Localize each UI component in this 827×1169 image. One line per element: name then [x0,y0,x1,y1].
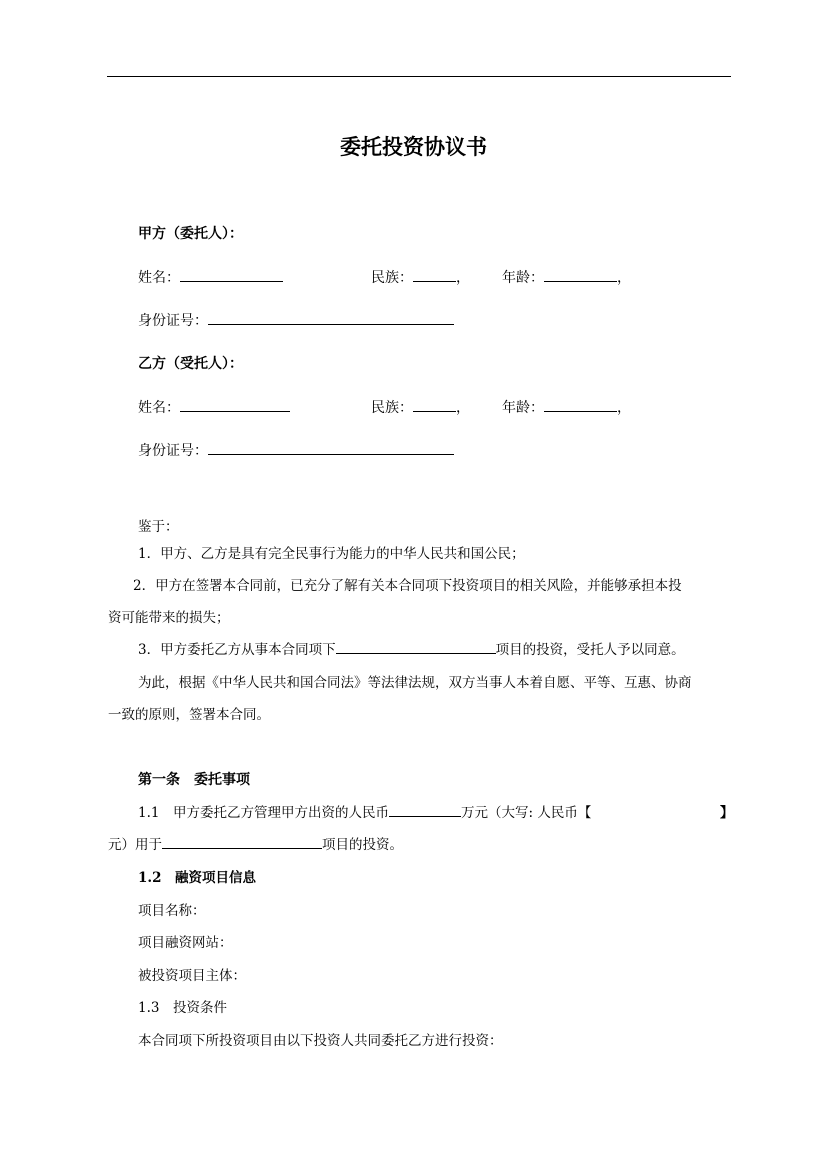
clause-1-2-heading: 1.2 融资项目信息 [138,870,256,886]
amount-blank[interactable] [389,802,461,817]
clause-1-1-mid: 万元（大写: 人民币【 [460,805,592,821]
party-a-name-blank[interactable] [180,267,283,282]
project-name-label: 项目名称： [138,903,206,919]
whereas-item-3-prefix: 3．甲方委托乙方从事本合同项下 [138,642,336,658]
party-a-age-label: 年龄： [502,270,544,286]
header-rule [107,76,731,77]
party-b-heading: 乙方（受托人）： [138,356,243,372]
comma: ， [456,400,470,416]
party-a-ethnicity-label: 民族： [371,270,413,286]
party-a-age-line [502,267,631,287]
project-site-label: 项目融资网站： [138,935,233,951]
party-b-id-label: 身份证号： [138,443,208,459]
party-a-id-blank[interactable] [208,310,454,325]
whereas-item-3-suffix: 项目的投资，受托人予以同意。 [495,642,685,658]
clause-1-1-prefix: 1.1 甲方委托乙方管理甲方出资的人民币 [138,805,389,821]
basis-line-2: 一致的原则，签署本合同。 [108,707,270,723]
comma: ， [617,400,631,416]
party-a-id-label: 身份证号： [138,313,208,329]
whereas-label: 鉴于： [138,519,179,535]
document-title: 委托投资协议书 [340,135,487,159]
clause-1-1-line-2-prefix: 元）用于 [108,837,162,853]
party-b-id-blank[interactable] [208,440,454,455]
clause-1-1-line-2-suffix: 项目的投资。 [322,837,403,853]
party-b-name-line [138,397,290,417]
party-b-ethnicity-blank[interactable] [413,397,456,412]
whereas-item-2-line-1: 2．甲方在签署本合同前，已充分了解有关本合同项下投资项目的相关风险，并能够承担本投 [133,578,682,594]
article-1-heading: 第一条 委托事项 [138,772,250,788]
project-name-blank[interactable] [336,639,496,654]
clause-1-1-line-2 [108,833,403,853]
investment-project-blank[interactable] [162,834,322,849]
party-a-name-label: 姓名： [138,270,180,286]
party-b-name-label: 姓名： [138,400,180,416]
clause-1-3-text: 本合同项下所投资项目由以下投资人共同委托乙方进行投资： [138,1033,503,1049]
whereas-item-1: 1．甲方、乙方是具有完全民事行为能力的中华人民共和国公民； [138,546,525,562]
clause-1-1-line-1 [138,801,591,821]
party-b-ethnicity-label: 民族： [371,400,413,416]
party-a-ethnicity-blank[interactable] [413,267,456,282]
comma: ， [617,270,631,286]
party-b-name-blank[interactable] [180,397,290,412]
party-b-age-blank[interactable] [544,397,617,412]
party-b-ethnicity-line [371,397,470,417]
party-a-heading: 甲方（委托人）： [138,226,243,242]
whereas-item-3 [138,638,685,658]
clause-1-3-heading: 1.3 投资条件 [138,1000,227,1016]
basis-line-1: 为此，根据《中华人民共和国合同法》等法律法规，双方当事人本着自愿、平等、互惠、协商 [138,675,692,691]
comma: ， [456,270,470,286]
party-b-id-line [138,440,454,460]
party-b-age-line [502,397,631,417]
party-a-ethnicity-line [371,267,470,287]
bracket-close: 】 [720,805,734,821]
party-a-name-line [138,267,283,287]
party-b-age-label: 年龄： [502,400,544,416]
whereas-item-2-line-2: 资可能带来的损失； [108,610,230,626]
party-a-id-line [138,310,454,330]
party-a-age-blank[interactable] [544,267,617,282]
project-subject-label: 被投资项目主体： [138,968,246,984]
